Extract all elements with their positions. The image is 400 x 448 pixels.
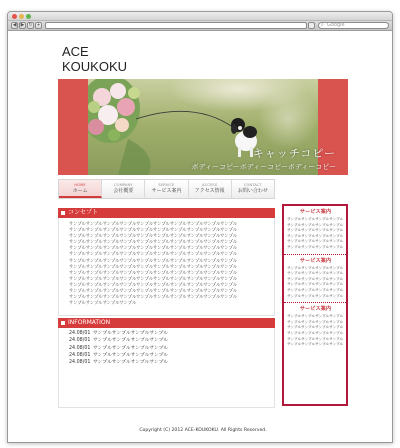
nav-item-label: 会社概要 bbox=[113, 188, 134, 194]
sidebar-service-text: サンプルサンプルサンプルサンプルサンプルサンプルサンプルサンプルサンプルサンプルサンプルサンプルサンプルサンプルサンプルサンプルサンプルサンプルサンプルサンプルサンプルサンプルサンプルサンプル bbox=[287, 217, 344, 249]
maximize-window-button[interactable] bbox=[26, 14, 31, 19]
sidebar-service-block[interactable] bbox=[284, 255, 346, 304]
nav-item-access[interactable] bbox=[189, 180, 232, 198]
logo-line2: KOUKOKU bbox=[62, 59, 128, 74]
info-text: サンプルサンプルサンプルサンプル bbox=[93, 345, 169, 351]
hero-banner bbox=[58, 79, 348, 175]
nav-item-label: お問い合わせ bbox=[237, 188, 268, 194]
info-date: 24.08/01 bbox=[69, 352, 91, 358]
concept-line: サンプルサンプルサンプルサンプルサンプルサンプルサンプルサンプルサンプルサンプル bbox=[69, 270, 238, 276]
concept-heading: コンセプト bbox=[58, 208, 275, 218]
nav-item-contact[interactable] bbox=[232, 180, 274, 198]
add-bookmark-icon[interactable]: + bbox=[36, 22, 41, 28]
forward-icon[interactable]: ▶ bbox=[20, 22, 25, 28]
concept-line: サンプルサンプルサンプルサンプルサンプルサンプルサンプルサンプルサンプルサンプル bbox=[69, 234, 238, 240]
info-item[interactable] bbox=[59, 330, 274, 337]
nav-item-label: ホーム bbox=[72, 188, 88, 194]
nav-item-label: サービス案内 bbox=[151, 188, 182, 194]
nav-item-home[interactable] bbox=[59, 180, 102, 198]
sidebar-service-text: サンプルサンプルサンプルサンプルサンプルサンプルサンプルサンプルサンプルサンプルサンプルサンプルサンプルサンプルサンプルサンプルサンプルサンプルサンプルサンプルサンプルサンプルサンプルサンプル bbox=[287, 314, 344, 347]
info-item[interactable] bbox=[59, 352, 274, 359]
close-window-button[interactable] bbox=[12, 14, 17, 19]
concept-line: サンプルサンプルサンプルサンプルサンプルサンプルサンプルサンプルサンプルサンプル bbox=[69, 240, 238, 246]
back-icon[interactable]: ◀ bbox=[12, 22, 17, 28]
nav-item-en: ACCESS bbox=[202, 183, 218, 187]
nav-item-label: アクセス情報 bbox=[194, 188, 225, 194]
browser-window bbox=[7, 11, 393, 443]
minimize-window-button[interactable] bbox=[19, 14, 24, 19]
concept-line: サンプルサンプルサンプルサンプルサンプルサンプルサンプルサンプルサンプルサンプル bbox=[69, 252, 238, 258]
info-item[interactable] bbox=[59, 359, 274, 366]
catch-copy bbox=[192, 145, 336, 172]
concept-section bbox=[58, 218, 275, 316]
search-placeholder: Google bbox=[327, 22, 345, 28]
info-text: サンプルサンプルサンプルサンプル bbox=[93, 352, 169, 358]
sidebar-service-title: サービス案内 bbox=[299, 209, 332, 215]
nav-item-company[interactable] bbox=[102, 180, 145, 198]
nav-item-en: HOME bbox=[74, 183, 86, 187]
nav-item-en: COMPANY bbox=[113, 183, 133, 187]
info-text: サンプルサンプルサンプルサンプル bbox=[93, 360, 169, 366]
sidebar-service-text: サンプルサンプルサンプルサンプルサンプルサンプルサンプルサンプルサンプルサンプルサンプルサンプルサンプルサンプルサンプルサンプルサンプルサンプルサンプルサンプルサンプルサンプルサンプルサンプル bbox=[287, 265, 344, 298]
nav-item-en: SERVICE bbox=[158, 183, 175, 187]
title-bar bbox=[8, 12, 392, 21]
concept-line: サンプルサンプルサンプルサンプルサンプルサンプルサンプルサンプルサンプルサンプル bbox=[69, 264, 238, 270]
info-text: サンプルサンプルサンプルサンプル bbox=[93, 331, 169, 336]
search-icon: ⌕ bbox=[321, 22, 324, 28]
search-input[interactable] bbox=[318, 22, 389, 29]
concept-line: サンプルサンプルサンプルサンプルサンプルサンプルサンプルサンプルサンプルサンプル bbox=[69, 289, 238, 295]
concept-line: サンプルサンプルサンプルサンプルサンプルサンプルサンプルサンプルサンプルサンプル bbox=[69, 246, 238, 252]
sidebar-service-title: サービス案内 bbox=[299, 257, 332, 264]
site-logo[interactable] bbox=[62, 44, 182, 74]
concept-line: サンプルサンプルサンプルサンプルサンプルサンプルサンプルサンプルサンプルサンプル bbox=[69, 228, 238, 234]
logo-line1: ACE bbox=[62, 44, 89, 59]
sidebar-service-block[interactable] bbox=[284, 206, 346, 255]
information-heading: INFORMATION bbox=[58, 318, 275, 328]
catch-copy-sub: ボディーコピーボディーコピーボディーコピー bbox=[191, 163, 336, 171]
info-date: 24.08/01 bbox=[69, 345, 91, 351]
concept-line: サンプルサンプルサンプルサンプル bbox=[69, 301, 137, 307]
reload-icon[interactable]: ↻ bbox=[28, 22, 33, 28]
info-text: サンプルサンプルサンプルサンプル bbox=[93, 338, 169, 344]
concept-line: サンプルサンプルサンプルサンプルサンプルサンプルサンプルサンプルサンプルサンプル bbox=[69, 282, 238, 288]
concept-line: サンプルサンプルサンプルサンプルサンプルサンプルサンプルサンプルサンプルサンプル bbox=[69, 276, 238, 282]
concept-line: サンプルサンプルサンプルサンプルサンプルサンプルサンプルサンプルサンプルサンプル bbox=[69, 295, 238, 301]
catch-copy-main: キャッチコピー bbox=[252, 147, 336, 160]
info-item[interactable] bbox=[59, 337, 274, 344]
nav-item-en: CONTACT bbox=[243, 183, 262, 187]
info-date: 24.08/01 bbox=[69, 338, 91, 344]
footer-copyright: Copyright (C) 2012 ACE-KOUKOKU. All Rights Reserved. bbox=[139, 428, 267, 433]
web-page bbox=[8, 32, 393, 443]
global-nav bbox=[58, 179, 275, 199]
address-bar[interactable] bbox=[45, 22, 307, 29]
sidebar bbox=[282, 204, 348, 406]
info-date: 24.08/01 bbox=[69, 360, 91, 366]
information-section bbox=[58, 328, 275, 408]
nav-item-service[interactable] bbox=[145, 180, 188, 198]
sidebar-service-block[interactable] bbox=[284, 303, 346, 351]
info-date: 24.08/01 bbox=[69, 331, 91, 336]
concept-line: サンプルサンプルサンプルサンプルサンプルサンプルサンプルサンプルサンプルサンプル bbox=[69, 222, 238, 227]
rss-icon[interactable] bbox=[308, 22, 315, 29]
sidebar-service-title: サービス案内 bbox=[299, 306, 332, 313]
concept-line: サンプルサンプルサンプルサンプルサンプルサンプルサンプルサンプルサンプルサンプル bbox=[69, 258, 238, 264]
browser-toolbar bbox=[8, 21, 392, 31]
concept-text bbox=[59, 218, 274, 313]
info-item[interactable] bbox=[59, 345, 274, 352]
